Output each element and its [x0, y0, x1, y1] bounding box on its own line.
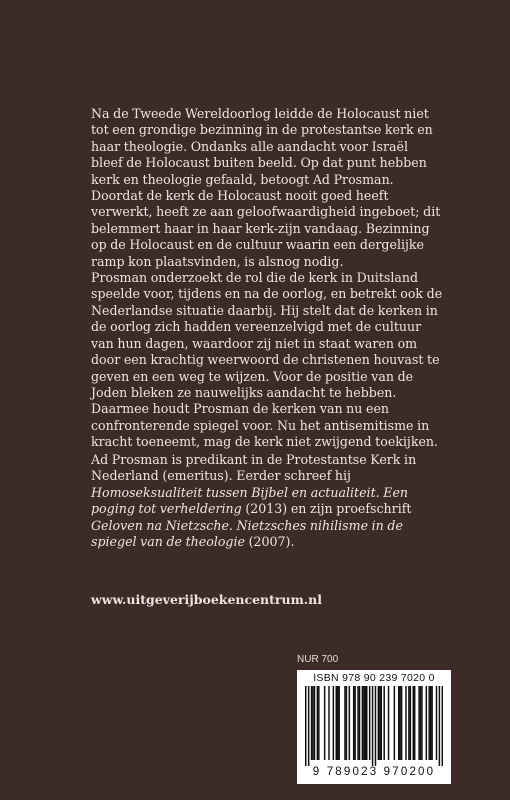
barcode-bar: [388, 686, 390, 760]
barcode-bar: [346, 686, 348, 760]
author-book-2: Geloven na Nietzsche. Nietzsches nihilisme in de spiegel van de theologie: [91, 517, 403, 550]
author-year-2: (2007).: [244, 534, 295, 550]
blurb-paragraph-2: Prosman onderzoekt de rol die de kerk in Duitsland speelde voor, tijdens en na de oorlog, en betrekt ook de Nederlandse situatie daarbij. Hij stelt dat de kerken in de oorlog zich hadden vereenzelvigd met de cultuur van hun dagen, waardoor zij niet in staat waren om door een krachtig weerwoord de christenen houvast te geven en een weg te wijzen. Voor de positie van de Joden bleken ze nauwelijks aandacht te hebben.: [91, 270, 443, 400]
blurb-paragraph-1: Na de Tweede Wereldoorlog leidde de Holocaust niet tot een grondige bezinning in de protestantse kerk en haar theologie. Ondanks alle aandacht voor Israël bleef de Holocaust buiten beeld. Op dat punt hebben kerk en theologie gefaald, betoogt Ad Prosman. Doordat de kerk de Holocaust nooit goed heeft verwerkt, heeft ze aan geloofwaardigheid ingeboet; dit belemmert haar in haar kerk-zijn vandaag. Bezinning op de Holocaust en de cultuur waarin een dergelijke ramp kon plaatsvinden, is alsnog nodig.: [91, 106, 441, 269]
barcode-bar: [336, 686, 338, 760]
barcode-bar: [305, 686, 307, 766]
barcode-bar: [353, 686, 355, 760]
barcode-bar: [412, 686, 414, 760]
barcode-bar: [354, 686, 356, 760]
barcode-bar: [366, 686, 368, 760]
barcode-bar: [357, 686, 359, 760]
barcode-bar: [430, 686, 432, 760]
barcode-bar: [410, 686, 412, 760]
barcode-bar: [344, 686, 346, 760]
publisher-website[interactable]: www.uitgeverijboekencentrum.nl: [91, 592, 322, 607]
barcode-bar: [418, 686, 420, 760]
barcode-bar: [338, 686, 340, 760]
barcode-bar: [428, 686, 430, 760]
barcode-bar: [408, 686, 410, 760]
barcode-bar: [314, 686, 316, 760]
barcode-bar: [375, 686, 377, 766]
barcode-bar: [394, 686, 396, 760]
barcode-bar: [421, 686, 423, 760]
barcode-bar: [439, 686, 441, 766]
author-bio-paragraph: [91, 452, 443, 550]
barcode-bar: [431, 686, 433, 760]
barcode-bar: [308, 686, 310, 766]
barcode-bar: [369, 686, 371, 760]
barcode-bar: [442, 686, 443, 766]
barcode-bar: [381, 686, 383, 760]
isbn-text: ISBN 978 90 239 7020 0: [313, 672, 435, 684]
nur-code: NUR 700: [297, 654, 339, 665]
barcode-bar: [401, 686, 403, 760]
barcode-digits: 9 789023 970200: [312, 766, 436, 778]
barcode-bar: [312, 686, 314, 760]
barcode-bars: [305, 686, 443, 766]
author-book-1: Homoseksualiteit tussen Bijbel en actualiteit. Een poging tot verheldering: [91, 484, 409, 517]
barcode-bar: [378, 686, 380, 760]
blurb-paragraph-3: Daarmee houdt Prosman de kerken van nu een confronterende spiegel voor. Nu het antisemitisme in kracht toeneemt, mag de kerk niet zwijgend toekijken.: [91, 401, 439, 450]
barcode-bar: [359, 686, 361, 760]
barcode-bar: [383, 686, 385, 760]
author-year-1: (2013) en zijn proefschrift: [241, 501, 412, 517]
barcode-bar: [399, 686, 401, 760]
barcode-bar: [311, 686, 313, 760]
barcode-bar: [365, 686, 367, 760]
barcode-bar: [317, 686, 319, 760]
barcode-bar: [426, 686, 428, 760]
barcode-bar: [362, 686, 364, 760]
barcode-bar: [398, 686, 400, 760]
barcode-bar: [372, 686, 374, 766]
barcode-block: [297, 670, 451, 784]
barcode-bar: [324, 686, 326, 760]
barcode-bar: [318, 686, 320, 760]
author-bio: [91, 452, 443, 550]
barcode-bar: [420, 686, 422, 760]
author-intro: Ad Prosman is predikant in de Protestantse Kerk in Nederland (emeritus). Eerder schreef hij: [91, 452, 417, 484]
barcode-bar: [414, 686, 416, 760]
back-cover-blurb: [91, 106, 443, 451]
barcode-bar: [328, 686, 330, 760]
barcode-bar: [379, 686, 381, 760]
barcode-bar: [337, 686, 339, 760]
barcode-bar: [363, 686, 365, 760]
barcode-bar: [405, 686, 407, 760]
barcode-bar: [333, 686, 335, 760]
barcode-bar: [436, 686, 438, 760]
barcode-bar: [349, 686, 351, 760]
